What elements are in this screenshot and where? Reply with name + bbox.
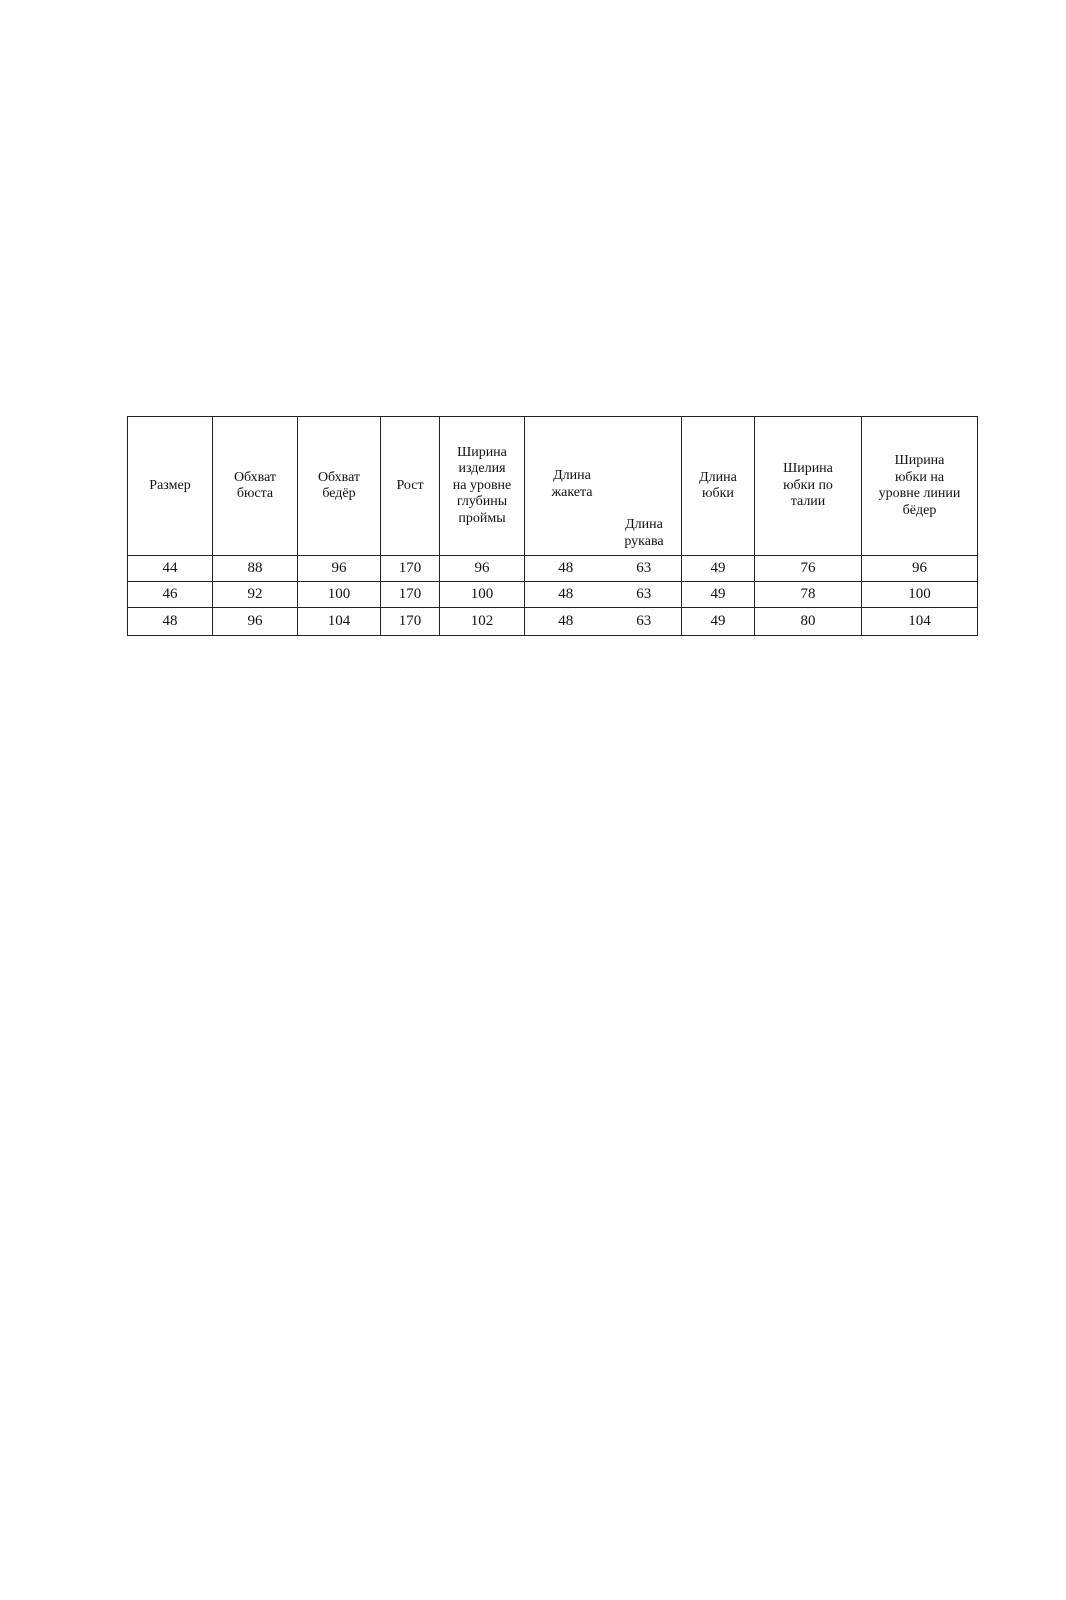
header-bust: Обхват бюста <box>213 417 298 556</box>
header-sleeve-length: Длина рукава <box>624 517 664 549</box>
cell-hips: 104 <box>298 608 381 636</box>
cell-sleeve-length: 63 <box>636 613 652 630</box>
cell-height: 170 <box>381 556 440 582</box>
cell-jacket-length: 48 <box>558 586 574 603</box>
header-jacket-length: Длина жакета <box>551 468 593 500</box>
cell-jacket-sleeve <box>525 608 682 636</box>
header-height: Рост <box>381 417 440 556</box>
cell-skirt-waist: 80 <box>755 608 862 636</box>
cell-sleeve-length: 63 <box>636 560 652 577</box>
cell-skirt-waist: 76 <box>755 556 862 582</box>
header-skirt-hips: Ширина юбки на уровне линии бёдер <box>862 417 978 556</box>
cell-jacket-sleeve <box>525 556 682 582</box>
table-header-row <box>128 417 978 556</box>
cell-hips: 100 <box>298 582 381 608</box>
cell-skirt-hips: 104 <box>862 608 978 636</box>
header-hips: Обхват бедёр <box>298 417 381 556</box>
cell-width-armhole: 102 <box>440 608 525 636</box>
cell-bust: 92 <box>213 582 298 608</box>
cell-skirt-hips: 96 <box>862 556 978 582</box>
cell-skirt-length: 49 <box>682 608 755 636</box>
cell-jacket-length: 48 <box>558 613 574 630</box>
cell-skirt-length: 49 <box>682 582 755 608</box>
size-table <box>127 416 978 636</box>
cell-size: 46 <box>128 582 213 608</box>
header-jacket-sleeve <box>525 417 682 556</box>
cell-bust: 96 <box>213 608 298 636</box>
cell-size: 48 <box>128 608 213 636</box>
cell-width-armhole: 100 <box>440 582 525 608</box>
cell-height: 170 <box>381 608 440 636</box>
cell-jacket-length: 48 <box>558 560 574 577</box>
header-skirt-waist: Ширина юбки по талии <box>755 417 862 556</box>
cell-skirt-length: 49 <box>682 556 755 582</box>
cell-sleeve-length: 63 <box>636 586 652 603</box>
cell-hips: 96 <box>298 556 381 582</box>
cell-size: 44 <box>128 556 213 582</box>
cell-jacket-sleeve <box>525 582 682 608</box>
cell-width-armhole: 96 <box>440 556 525 582</box>
cell-bust: 88 <box>213 556 298 582</box>
header-skirt-length: Длина юбки <box>682 417 755 556</box>
cell-skirt-hips: 100 <box>862 582 978 608</box>
size-table-container <box>127 416 961 638</box>
table-row <box>128 556 978 582</box>
cell-height: 170 <box>381 582 440 608</box>
table-row <box>128 608 978 636</box>
cell-skirt-waist: 78 <box>755 582 862 608</box>
header-size: Размер <box>128 417 213 556</box>
table-row <box>128 582 978 608</box>
header-width-armhole: Ширина изделия на уровне глубины проймы <box>440 417 525 556</box>
